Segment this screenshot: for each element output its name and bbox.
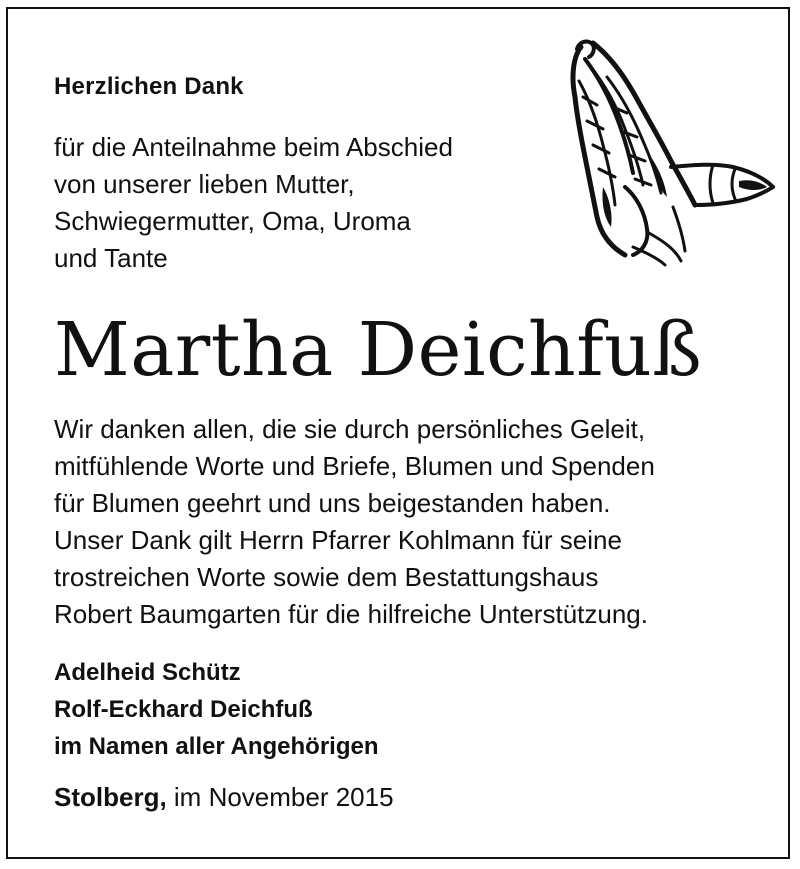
place-name: Stolberg, xyxy=(54,782,167,812)
signer-name: Adelheid Schütz xyxy=(54,659,241,686)
thanks-line: für Blumen geehrt und uns beigestanden haben. xyxy=(54,488,611,518)
thanks-line: Wir danken allen, die sie durch persönliches Geleit, xyxy=(54,414,646,444)
place-date-line xyxy=(54,779,394,816)
notice-frame xyxy=(6,7,790,859)
intro-line: für die Anteilnahme beim Abschied xyxy=(54,132,453,162)
intro-line: und Tante xyxy=(54,243,168,273)
thanks-line: mitfühlende Worte und Briefe, Blumen und Spenden xyxy=(54,451,655,481)
thanks-text xyxy=(54,411,655,633)
signer-note: im Namen aller Angehörigen xyxy=(54,733,379,760)
thanks-line: Robert Baumgarten für die hilfreiche Unterstützung. xyxy=(54,599,648,629)
intro-line: Schwiegermutter, Oma, Uroma xyxy=(54,206,411,236)
signers-block xyxy=(54,654,379,765)
deceased-name: Martha Deichfuß xyxy=(54,307,703,393)
notice-heading: Herzlichen Dank xyxy=(54,73,244,100)
intro-line: von unserer lieben Mutter, xyxy=(54,169,355,199)
thanks-line: Unser Dank gilt Herrn Pfarrer Kohlmann für seine xyxy=(54,525,622,555)
date-text: im November 2015 xyxy=(173,782,394,812)
signer-name: Rolf-Eckhard Deichfuß xyxy=(54,696,313,723)
thanks-line: trostreichen Worte sowie dem Bestattungshaus xyxy=(54,562,599,592)
praying-hands-icon xyxy=(563,37,778,267)
intro-text xyxy=(54,129,453,277)
